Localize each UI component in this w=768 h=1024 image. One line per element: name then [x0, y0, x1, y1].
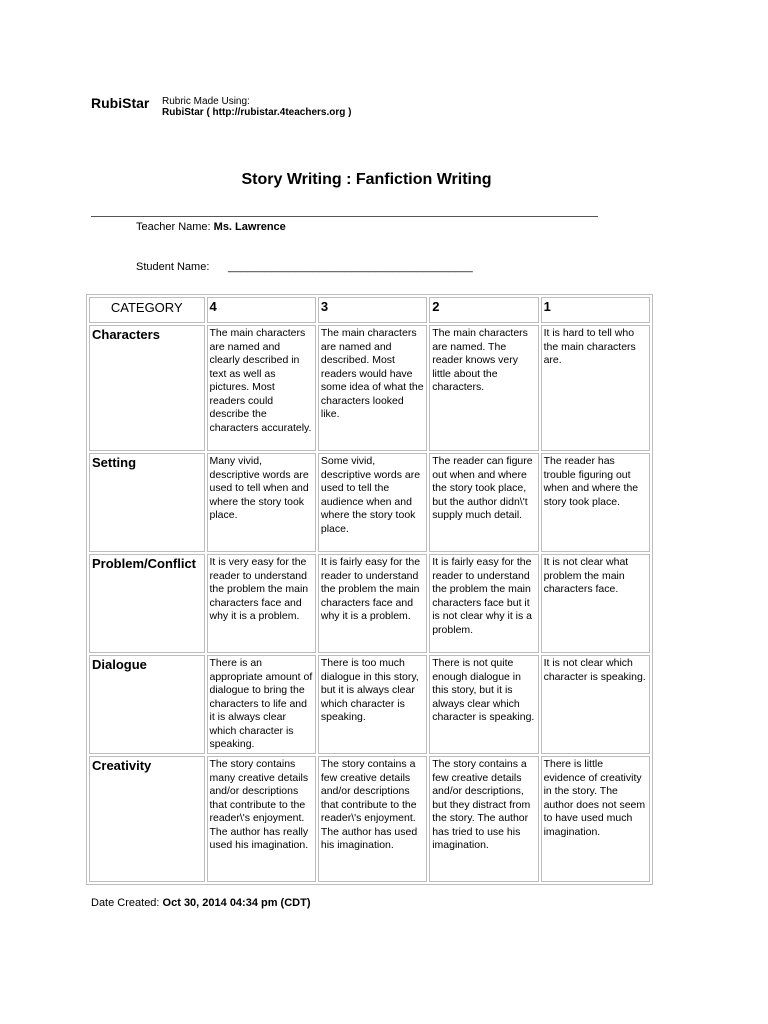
student-name-field: [136, 261, 473, 273]
table-cell: It is not clear which character is speaking.: [541, 655, 650, 754]
table-cell: The reader has trouble figuring out when and where the story took place.: [541, 453, 650, 552]
made-using-note: [162, 96, 351, 118]
table-cell: Many vivid, descriptive words are used to tell when and where the story took place.: [207, 453, 316, 552]
rubric-table: [86, 294, 653, 885]
date-created-label: Date Created:: [91, 897, 160, 909]
table-cell: The main characters are named. The reader knows very little about the characters.: [429, 325, 538, 451]
table-cell: There is little evidence of creativity in the story. The author does not seem to have used much imagination.: [541, 756, 650, 882]
table-cell: The story contains a few creative details and/or descriptions, but they distract from the story. The author has tried to use his imagination.: [429, 756, 538, 882]
table-cell: The story contains many creative details and/or descriptions that contribute to the reader\'s enjoyment. The author has really used his imagination.: [207, 756, 316, 882]
brand-name: RubiStar: [91, 95, 150, 111]
table-cell: The main characters are named and clearly described in text as well as pictures. Most readers could describe the characters accurately.: [207, 325, 316, 451]
row-category: Setting: [89, 453, 205, 552]
table-cell: It is fairly easy for the reader to understand the problem the main characters face but it is not clear why it is a problem.: [429, 554, 538, 653]
table-cell: It is fairly easy for the reader to understand the problem the main characters face and why it is a problem.: [318, 554, 427, 653]
date-created-value: Oct 30, 2014 04:34 pm (CDT): [162, 897, 311, 909]
table-cell: There is an appropriate amount of dialogue to bring the characters to life and it is always clear which character is speaking.: [207, 655, 316, 754]
site-link[interactable]: RubiStar ( http://rubistar.4teachers.org ): [162, 107, 352, 118]
header-level-3: 3: [318, 297, 427, 323]
student-name-label: Student Name:: [136, 261, 210, 273]
table-row: [89, 325, 650, 451]
teacher-name-label: Teacher Name:: [136, 221, 211, 233]
table-cell: The story contains a few creative details and/or descriptions that contribute to the reader\'s enjoyment. The author has used his imagination.: [318, 756, 427, 882]
table-cell: There is not quite enough dialogue in this story, but it is always clear which character is speaking.: [429, 655, 538, 754]
teacher-name-field: [136, 221, 286, 233]
table-cell: Some vivid, descriptive words are used to tell the audience when and where the story took place.: [318, 453, 427, 552]
table-header-row: [89, 297, 650, 323]
row-category: Creativity: [89, 756, 205, 882]
table-row: [89, 655, 650, 754]
table-row: [89, 756, 650, 882]
header-level-4: 4: [207, 297, 316, 323]
date-created: [91, 897, 311, 909]
table-cell: The main characters are named and described. Most readers would have some idea of what the characters looked like.: [318, 325, 427, 451]
row-category: Dialogue: [89, 655, 205, 754]
divider: [91, 216, 598, 217]
header-level-1: 1: [541, 297, 650, 323]
made-using-label: Rubric Made Using:: [162, 96, 250, 107]
teacher-name-value: Ms. Lawrence: [213, 221, 286, 233]
page-title: Story Writing : Fanfiction Writing: [241, 171, 492, 188]
row-category: Problem/Conflict: [89, 554, 205, 653]
table-cell: There is too much dialogue in this story, but it is always clear which character is speaking.: [318, 655, 427, 754]
table-row: [89, 453, 650, 552]
table-cell: It is not clear what problem the main characters face.: [541, 554, 650, 653]
table-cell: The reader can figure out when and where the story took place, but the author didn\'t supply much detail.: [429, 453, 538, 552]
student-name-blank: ________________________________________: [228, 261, 473, 273]
table-row: [89, 554, 650, 653]
table-cell: It is hard to tell who the main characters are.: [541, 325, 650, 451]
row-category: Characters: [89, 325, 205, 451]
table-cell: It is very easy for the reader to understand the problem the main characters face and why it is a problem.: [207, 554, 316, 653]
header-level-2: 2: [429, 297, 538, 323]
header-category: CATEGORY: [89, 297, 205, 323]
